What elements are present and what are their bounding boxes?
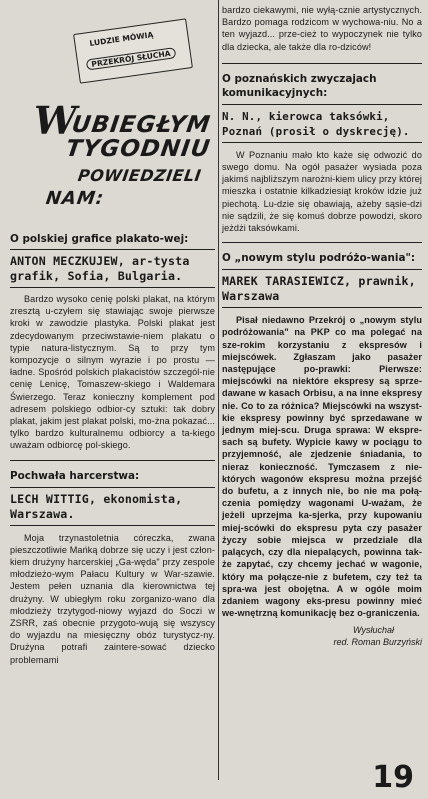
speaker-taxi-driver: N. N., kierowca taksówki, Poznań (prosił o dyskrecję). <box>222 109 410 138</box>
column-divider <box>218 0 219 780</box>
section-title-poznan: O poznańskich zwyczajach komunikacyjnych: <box>222 72 377 99</box>
paragraph: W Poznaniu mało kto każe się odwozić do swego domu. Na ogół pasażer wysiada poza jakimś najbliższym narożni-kiem ulicy przy której mieszka i ostatnie kilkadziesiąt kroków idzie już piechotą. Lu-dzie się obawiają, ażeby sąsie-dzi nie sądzili, że się komuś dobrze powodzi, skoro jeżdżi taksówkami. <box>222 149 422 234</box>
article-body-continued <box>222 4 422 53</box>
divider <box>10 287 215 288</box>
divider <box>222 307 422 308</box>
divider <box>222 242 422 243</box>
paragraph: Bardzo wysoko cenię polski plakat, na którym zresztą u-czyłem się stawiając swoje pierwsze kroki w zawodzie plastyka. Polski plakat jest zdecydowanym przeciwstawie-niem plakatu o typie natura-listycznym. Są to przy tym kompozycje o silnym wyrazie i po prostu — ładne. Spośród polskich plakacistów szczegól-nie cenię Lenicę, Tomaszew-skiego i Waldemara Świerzego. Teraz konieczny komplement pod adresem polskiego odbior-cy sztuki: tak dobry plakat, jakim jest plakat polski, mo-żna pokazać... tylko bardzo kulturalnemu odbiorcy a ta-kiego uważam odbiorcę pol-skiego. <box>10 294 215 451</box>
divider <box>10 460 215 461</box>
speaker-meczkujew: ANTON MECZKUJEW, ar-tysta grafik, Sofia, Bulgaria. <box>10 254 190 283</box>
divider <box>222 142 422 143</box>
divider <box>222 63 422 64</box>
divider <box>222 269 422 270</box>
badge-top-text: LUDZIE MÓWIĄ <box>88 30 154 48</box>
divider <box>10 525 215 526</box>
speaker-wittig: LECH WITTIG, ekonomista, Warszawa. <box>10 491 183 521</box>
left-column <box>10 232 215 666</box>
paragraph: Moja trzynastoletnia córeczka, zwana pieszczotliwie Mańką dobrze się uczy i jest człon-kiem drużyny harcerskiej „Ga-węda" przy zespole młodzieżo-wym Pałacu Kultury w War-szawie. Jestem pełen uznania dla kierownictwa tej drużyny. W ubiegłym roku zorganizo-wano dla młodzieży trzytygod-niowy wyjazd do Soczi w ZSRR, zaś obecnie przygoto-wują się wszyscy do wyjazdu na miesięczny obóz turystycz-ny. Drużyna potrafi zaintere-sować dziecko problemami <box>10 532 215 665</box>
section-title-plakat: O polskiej grafice plakato-wej: <box>10 233 189 245</box>
title-line-4: NAM: <box>44 188 106 209</box>
paragraph: Pisał niedawno Przekrój o „nowym stylu podróżowania" na PKP co ma polegać na sze-rokim korzystaniu z ekspresów i miejscówek. Zgłaszam jako pasażer następujące po-prawki: Pierwsze: miejscówki na niektóre ekspresy są sprze-dawane w kasach Orbisu, a na inne ekspresy nie. Co to za różnica? Miejscówki na wszyst-kie ekspresy powinny być sprzedawane w jednym miej-scu. Druga sprawa: W ekspre-sach są bufety. Wypicie kawy w pociągu to przyjemność, ale zjedzenie śniadania, to nieraz konieczność. Tymczasem z nie-których wagonów ekspresu można przejść do bufetu, a z innych nie, bo nie ma połą-czenia pomiędzy wagonami U-ważam, że jeżeli uprzejma ka-sjerka, przy kupowaniu miej-scówki do ekspresu pyta czy pasażer życzy sobie miejsca w przedziale dla palących, czy dla niepalących, powinna tak-że zapytać, czy chcemy jechać w wagonie, który ma połącze-nie z bufetem, czy też ta spra-wa jest obojętna. A w ogóle moim zdaniem wagony eks-presu powinny mieć we-wnętrzną komunikację bez o-graniczenia. <box>222 315 422 619</box>
title-line-2: TYGODNIU <box>64 136 213 162</box>
section-title-podroze: O „nowym stylu podróżo-wania": <box>222 252 416 265</box>
paragraph: bardzo ciekawymi, nie wyłą-cznie artystycznych. Bardzo pomaga rodzicom w wychowa-niu. No a ten wyjazd... prze-cież to wypoczynek nie tylko dla dziecka, ale także dla ro-dziców! <box>222 5 422 52</box>
divider <box>222 104 422 105</box>
article-body-plakat <box>10 293 215 452</box>
section-title-harcerstwo: Pochwała harcerstwa: <box>10 469 140 482</box>
signature-label: Wysłuchał <box>352 625 394 636</box>
signature-editor: red. Roman Burzyński <box>333 637 422 648</box>
article-body-podroze <box>222 314 422 619</box>
title-line-3: POWIEDZIELI <box>76 166 203 185</box>
speaker-tarasiewicz: MAREK TARASIEWICZ, prawnik, Warszawa <box>222 274 416 304</box>
title-line-1: UBIEGŁYM <box>70 112 213 138</box>
divider <box>10 487 215 488</box>
badge-bottom-text: PRZEKRÓJ SŁUCHA <box>86 47 176 70</box>
page-number: 19 <box>372 760 414 795</box>
article-body-poznan <box>222 149 422 234</box>
ludzie-mowia-badge <box>73 18 193 83</box>
right-column <box>222 4 422 647</box>
title-w: W <box>34 98 77 143</box>
divider <box>10 249 215 250</box>
column-logo <box>28 8 213 218</box>
article-body-harcerstwo <box>10 532 215 666</box>
